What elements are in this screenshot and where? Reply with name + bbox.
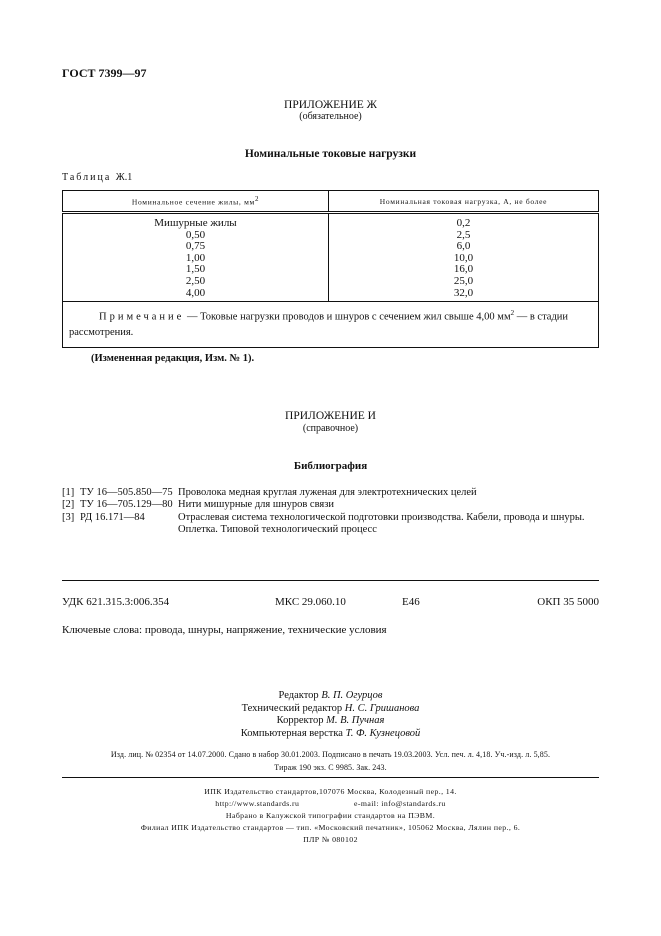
column-header-load: Номинальная токовая нагрузка, А, не более <box>329 191 599 213</box>
printing-line: ПЛР № 080102 <box>303 835 358 844</box>
email-link[interactable]: e-mail: info@standards.ru <box>354 799 446 808</box>
credit-role: Корректор <box>276 715 324 727</box>
column-header-section-label: Номинальное сечение жилы, мм <box>131 197 255 207</box>
entry-index: [3] <box>62 511 75 523</box>
load-column <box>329 213 599 302</box>
note-text: — Токовые нагрузки проводов и шнуров с сечением жил свыше 4,00 мм <box>184 311 511 323</box>
section-column <box>63 213 329 302</box>
table-caption-label: Таблица <box>62 172 112 183</box>
okp-code: ОКП 35 5000 <box>537 596 599 608</box>
divider <box>62 580 599 581</box>
entry-text: Отраслевая система технологической подготовки производства. Кабели, провода и шнуры. Оплетка. Типовой технологический процесс <box>178 511 585 535</box>
bibliography-title: Библиография <box>293 460 368 472</box>
table-header-row <box>63 191 599 213</box>
appendix-i-title: ПРИЛОЖЕНИЕ И <box>285 410 376 422</box>
note-text-end: — в стадии рассмотрения. <box>69 311 569 338</box>
credit-line <box>0 728 661 741</box>
printing-info <box>0 786 661 846</box>
credits <box>0 690 661 740</box>
website-link[interactable]: http://www.standards.ru <box>215 799 300 808</box>
credit-role: Компьютерная верстка <box>240 727 343 739</box>
superscript: 2 <box>254 195 260 204</box>
mks-code: МКС 29.060.10 <box>275 596 346 608</box>
table-cell: 10,0 <box>453 251 474 264</box>
printing-line: Филиал ИПК Издательство стандартов — тип. «Московский печатник», 105062 Москва, Лялин пер., 6. <box>140 823 521 832</box>
document-code: ГОСТ 7399—97 <box>62 66 147 80</box>
udk-code: УДК 621.315.3:006.354 <box>62 596 170 608</box>
table-body-row <box>63 213 599 302</box>
table-caption <box>62 172 132 183</box>
credit-name: М. В. Пучная <box>326 715 385 727</box>
table-cell: Мишурные жилы <box>154 217 237 229</box>
table-note <box>63 302 599 348</box>
credit-role: Технический редактор <box>241 702 343 714</box>
bibliography-entry <box>62 487 608 499</box>
appendix-zh-title: ПРИЛОЖЕНИЕ Ж <box>284 99 377 111</box>
table-cell: 0,75 <box>185 240 206 253</box>
table-cell: 1,00 <box>185 251 206 264</box>
appendix-i-status: (справочное) <box>302 423 359 434</box>
table-cell: 6,0 <box>456 240 471 253</box>
entry-code: ТУ 16—505.850—75 <box>80 487 173 498</box>
entry-text: Нити мишурные для шнуров связи <box>178 499 334 511</box>
table-cell: 1,50 <box>185 263 206 276</box>
table-cell: 0,50 <box>185 228 206 241</box>
entry-text: Проволока медная круглая луженая для электротехнических целей <box>178 487 477 498</box>
credit-role: Редактор <box>278 690 319 701</box>
credit-line <box>0 703 661 716</box>
printing-contacts <box>0 798 661 810</box>
table-cell: 2,5 <box>456 228 471 241</box>
bibliography-list <box>62 487 608 536</box>
current-load-table <box>62 190 599 348</box>
table-cell: 16,0 <box>453 263 474 276</box>
section-title-current-loads: Номинальные токовые нагрузки <box>244 148 417 160</box>
entry-index: [1] <box>62 487 75 498</box>
credit-line <box>0 715 661 728</box>
bibliography-entry <box>62 499 608 511</box>
table-cell: 32,0 <box>453 286 474 299</box>
bibliography-entry <box>62 512 608 537</box>
entry-code: ТУ 16—705.129—80 <box>80 499 173 511</box>
credit-name: Н. С. Гришанова <box>344 702 420 714</box>
publication-line: Тираж 190 экз. С 9985. Зак. 243. <box>274 763 387 772</box>
printing-line: Набрано в Калужской типографии стандартов на ПЭВМ. <box>225 811 436 820</box>
credit-line <box>0 690 661 703</box>
table-cell: 2,50 <box>185 274 206 287</box>
table-cell: 0,2 <box>456 217 471 229</box>
group-code: Е46 <box>402 596 420 608</box>
table-cell: 25,0 <box>453 274 474 287</box>
note-label: Примечание <box>99 311 185 323</box>
credit-name: Т. Ф. Кузнецовой <box>345 727 421 739</box>
table-note-row <box>63 302 599 348</box>
printing-line: ИПК Издательство стандартов,107076 Москва, Колодезный пер., 14. <box>204 787 457 796</box>
entry-index: [2] <box>62 499 75 511</box>
entry-code: РД 16.171—84 <box>80 511 145 523</box>
divider <box>62 777 599 778</box>
amendment-note: (Измененная редакция, Изм. № 1). <box>91 353 255 364</box>
credit-name: В. П. Огурцов <box>321 690 383 701</box>
table-caption-number: Ж.1 <box>115 172 133 183</box>
publication-info <box>0 748 661 774</box>
appendix-zh-status: (обязательное) <box>299 111 362 122</box>
table-cell: 4,00 <box>185 286 206 299</box>
publication-line: Изд. лиц. № 02354 от 14.07.2000. Сдано в набор 30.01.2003. Подписано в печать 19.03.2003. Усл. печ. л. 4,18. Уч.-изд. л. 5,85. <box>110 750 551 759</box>
column-header-section <box>63 191 329 213</box>
superscript: 2 <box>510 309 515 318</box>
keywords: Ключевые слова: провода, шнуры, напряжение, технические условия <box>62 624 387 636</box>
